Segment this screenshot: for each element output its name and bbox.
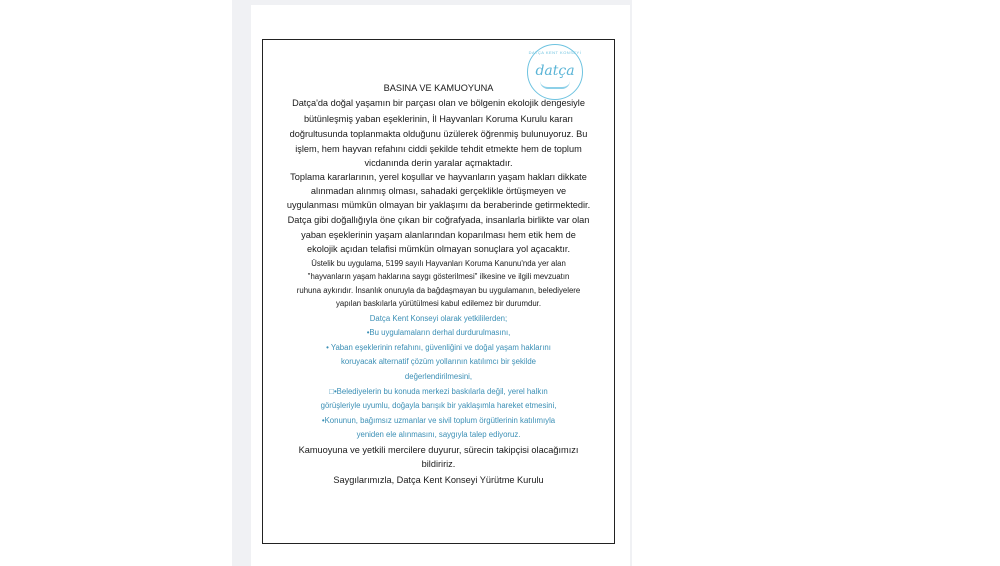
paragraph-line: Toplama kararlarının, yerel koşullar ve hayvanların yaşam hakları dikkate [290,172,587,182]
paragraph-line: işlem, hem hayvan refahını ciddi şekilde tehdit etmekte hem de toplum [295,144,582,154]
paragraph-line: ruhuna aykırıdır. İnsanlık onuruyla da bağdaşmayan bu uygulamanın, belediyelere [296,286,581,295]
logo-ring-text: DATÇA KENT KONSEYİ [528,50,582,55]
logo-word: datça [535,63,575,79]
paragraph-line: ekolojik açıdan telafisi mümkün olmayan sonuçlara yol açacaktır. [307,244,570,254]
paragraph-line: Datça'da doğal yaşamın bir parçası olan ve bölgenin ekolojik dengesiyle [292,98,585,108]
paragraph-line: yapılan baskılarla yürütülmesi kabul edilemez bir durumdur. [336,299,541,308]
closing-line: Kamuoyuna ve yetkili mercilere duyurur, sürecin takipçisi olacağımızı [298,445,579,455]
demand-item: değerlendirilmesini, [404,372,473,381]
paragraph-line: Üstelik bu uygulama, 5199 sayılı Hayvanları Koruma Kanunu'nda yer alan [311,259,566,268]
demand-item: yeniden ele alınmasını, saygıyla talep ediyoruz. [356,430,521,439]
left-background [0,0,232,566]
demand-item: •Konunun, bağımsız uzmanlar ve sivil toplum örgütlerinin katılımıyla [321,416,556,425]
closing-line: bildiririz. [421,459,456,469]
demands-intro: Datça Kent Konseyi olarak yetkililerden; [369,314,508,323]
demand-item: •Bu uygulamaların derhal durdurulmasını, [366,328,511,337]
paragraph-line: uygulanması mümkün olmayan bir yaklaşımı da beraberinde getirmektedir. [286,200,591,210]
signature: Saygılarımızla, Datça Kent Konseyi Yürütme Kurulu [333,475,544,485]
paragraph-line: alınmadan alınmış olması, sahadaki gerçeklikle örtüşmeyen ve [310,186,567,196]
paragraph-line: bütünleşmiş yaban eşeklerinin, İl Hayvanları Koruma Kurulu kararı [303,114,574,124]
demand-item: □•Belediyelerin bu konuda merkezi baskılarla değil, yerel halkın [329,387,548,396]
demand-item: görüşleriyle uyumlu, doğayla barışık bir yaklaşımla hareket etmesini, [320,401,557,410]
demand-item: koruyacak alternatif çözüm yollarının katılımcı bir şekilde [341,357,536,366]
paragraph-line: Datça gibi doğallığıyla öne çıkan bir coğrafyada, insanlarla birlikte var olan [287,215,590,225]
document-title: BASINA VE KAMUOYUNA [383,83,494,93]
paragraph-line: yaban eşeklerinin yaşam alanlarından koparılması hem etik hem de [301,230,576,240]
paragraph-line: doğrultusunda toplanmakta olduğunu üzülerek öğrenmiş bulunuyoruz. Bu [289,129,588,139]
paragraph-line: vicdanında derin yaralar açmaktadır. [364,158,513,168]
demand-item: • Yaban eşeklerinin refahını, güvenliğini ve doğal yaşam haklarını [326,343,551,352]
paragraph-line: "hayvanların yaşam haklarına saygı gösterilmesi" ilkesine ve ilgili mevzuatın [307,272,570,281]
